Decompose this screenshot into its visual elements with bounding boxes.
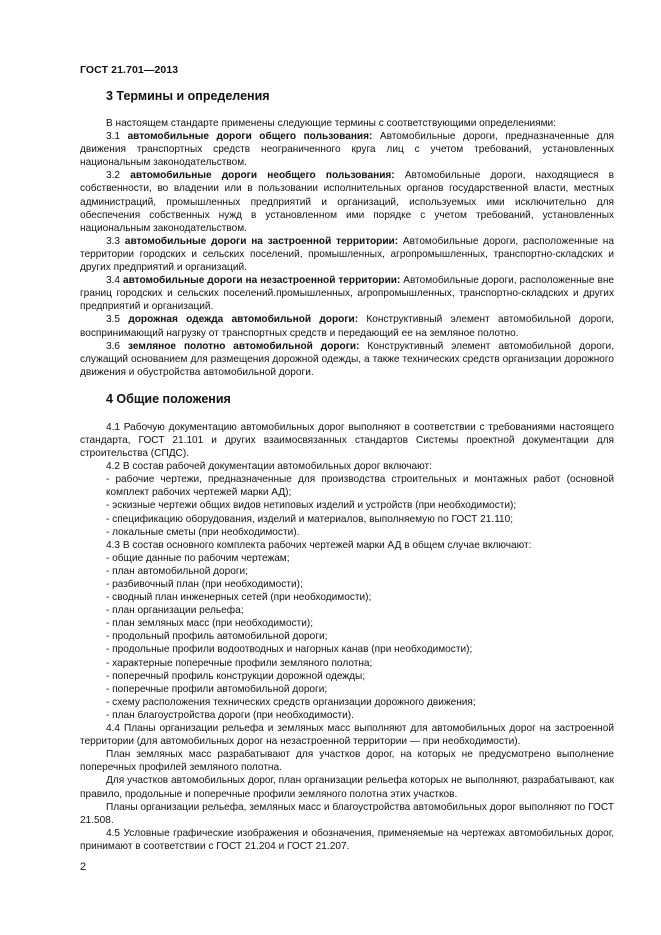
list-item: - продольный профиль автомобильной дороги; bbox=[106, 631, 328, 643]
term-3-4 bbox=[80, 274, 614, 313]
paragraph-4-4-profiles: Для участков автомобильных дорог, план организации рельефа которых не выполняют, разрабатывают, как правило, продольные и поперечные профили земляного полотна этих участков. bbox=[80, 775, 614, 800]
list-item: - схему расположения технических средств организации дорожного движения; bbox=[106, 696, 476, 708]
section-4-heading: 4 Общие положения bbox=[106, 391, 231, 406]
term-3-6 bbox=[80, 340, 614, 379]
paragraph-4-2: 4.2 В состав рабочей документации автомобильных дорог включают: bbox=[106, 461, 432, 473]
page-content bbox=[80, 89, 614, 853]
section-3-heading: 3 Термины и определения bbox=[106, 89, 270, 103]
term-3-3 bbox=[80, 235, 614, 274]
term-number: 3.1 bbox=[106, 131, 121, 143]
term-name: дорожная одежда автомобильной дороги: bbox=[128, 314, 359, 326]
term-number: 3.2 bbox=[106, 170, 121, 182]
list-item: - локальные сметы (при необходимости). bbox=[106, 526, 300, 538]
term-number: 3.4 bbox=[106, 275, 121, 287]
list-item: - сводный план инженерных сетей (при необходимости); bbox=[106, 592, 372, 604]
term-name: автомобильные дороги необщего пользования: bbox=[130, 170, 395, 182]
term-definition: Автомобильные дороги, находящиеся в собственности, во владении или в пользовании исполнительных органов государственной власти, местных администраций, промышленных предприятий и организаций, используемых ими исключительно для обеспечения собственных нужд в установленном ими порядке с учетом требований, установленных национальным законодательством. bbox=[80, 170, 614, 234]
term-definition: Конструктивный элемент автомобильной дороги, служащий основанием для размещения дорожной одежды, а также технических средств организации дорожного движения и обустройства автомобильной дороги. bbox=[80, 340, 614, 378]
term-3-5 bbox=[80, 313, 614, 339]
term-definition: Автомобильные дороги, расположенные вне границ городских и сельских поселений.промышленных, агропромышленных, транспортно-складских и других предприятий и организаций. bbox=[80, 275, 615, 313]
term-name: автомобильные дороги общего пользования: bbox=[127, 131, 373, 143]
list-item: - общие данные по рабочим чертежам; bbox=[106, 552, 290, 564]
list-item: - план автомобильной дороги; bbox=[106, 565, 248, 577]
paragraph-4-3: 4.3 В состав основного комплекта рабочих чертежей марки АД в общем случае включают: bbox=[106, 539, 532, 551]
list-item: - разбивочный план (при необходимости); bbox=[106, 579, 303, 590]
term-3-2 bbox=[80, 169, 614, 234]
paragraph-4-5: 4.5 Условные графические изображения и обозначения, применяемые на чертежах автомобильных дорог, принимают в соответствии с ГОСТ 21.204 и ГОСТ 21.207. bbox=[80, 827, 614, 852]
paragraph-4-1: 4.1 Рабочую документацию автомобильных дорог выполняют в соответствии с требованиями настоящего стандарта, ГОСТ 21.101 и других взаимосвязанных стандартов Системы проектной документации для строительства (СПДС). bbox=[80, 421, 614, 460]
term-definition: Автомобильные дороги, расположенные на территории городских и сельских поселений, промышленных, агропромышленных, транспортно-складских и других предприятий и организаций. bbox=[80, 235, 614, 274]
list-item: - поперечные профили автомобильной дороги; bbox=[106, 683, 328, 695]
term-number: 3.6 bbox=[106, 340, 121, 352]
term-number: 3.5 bbox=[106, 314, 121, 326]
list-item: - рабочие чертежи, предназначенные для производства строительных и монтажных работ (основной комплект рабочих чертежей марки АД); bbox=[106, 474, 614, 499]
list-item: - план организации рельефа; bbox=[106, 605, 244, 617]
paragraph-4-4-earth-masses: План земляных масс разрабатывают для участков дорог, на которых не предусмотрено выполнение поперечных профилей земляного полотна. bbox=[80, 749, 614, 774]
term-name: автомобильные дороги на незастроенной территории: bbox=[122, 275, 401, 287]
list-item: - поперечный профиль конструкции дорожной одежды; bbox=[106, 670, 366, 682]
paragraph-4-4: 4.4 Планы организации рельефа и земляных масс выполняют для автомобильных дорог на застроенной территории (для автомобильных дорог на незастроенной территории — при необходимости). bbox=[80, 723, 614, 748]
term-name: земляное полотно автомобильной дороги: bbox=[128, 340, 360, 352]
page-number: 2 bbox=[80, 861, 87, 873]
term-definition: Автомобильные дороги, предназначенные для движения транспортных средств неограниченного круга лиц с учетом требований, установленных национальным законодательством. bbox=[80, 131, 614, 169]
list-item: - план земляных масс (при необходимости); bbox=[106, 618, 314, 630]
paragraph-4-4-standard: Планы организации рельефа, земляных масс и благоустройства автомобильных дорог выполняют по ГОСТ 21.508. bbox=[80, 801, 614, 826]
list-item: - продольные профили водоотводных и нагорных канав (при необходимости); bbox=[106, 644, 473, 656]
list-item: - план благоустройства дороги (при необходимости). bbox=[106, 709, 354, 721]
term-number: 3.3 bbox=[106, 235, 121, 247]
term-name: автомобильные дороги на застроенной территории: bbox=[124, 235, 399, 247]
document-header: ГОСТ 21.701—2013 bbox=[80, 64, 179, 76]
term-definition: Конструктивный элемент автомобильной дороги, воспринимающий нагрузку от транспортных средств и передающий ее на земляное полотно. bbox=[80, 314, 614, 339]
list-item: - характерные поперечные профили земляного полотна; bbox=[106, 657, 373, 669]
list-item: - спецификацию оборудования, изделий и материалов, выполняемую по ГОСТ 21.110; bbox=[106, 513, 514, 525]
term-3-1 bbox=[80, 130, 614, 169]
list-item: - эскизные чертежи общих видов нетиповых изделий и устройств (при необходимости); bbox=[106, 500, 517, 512]
section-3-intro: В настоящем стандарте применены следующие термины с соответствующими определениями: bbox=[106, 118, 556, 129]
